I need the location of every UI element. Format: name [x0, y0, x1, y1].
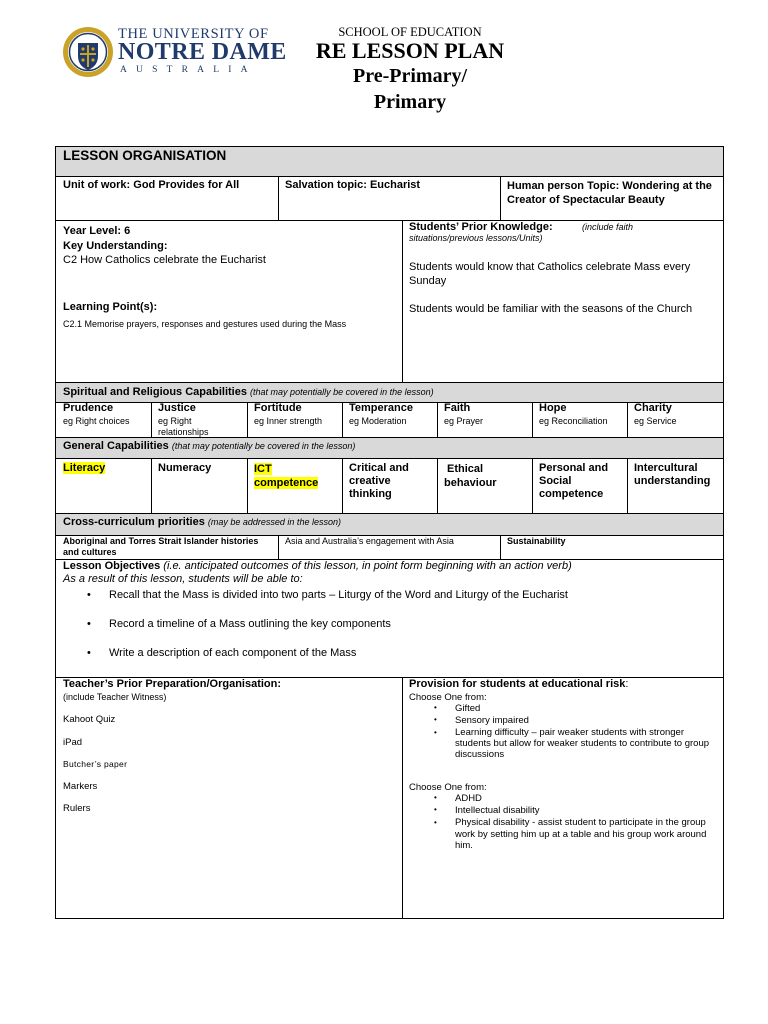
key-understanding: C2 How Catholics celebrate the Eucharist: [63, 254, 266, 266]
learning-points-label: Learning Point(s):: [63, 301, 158, 313]
objective-item-2: • Record a timeline of a Mass outlining the key components: [109, 618, 391, 630]
organisation-heading: LESSON ORGANISATION: [63, 148, 227, 163]
cross-heading: Cross-curriculum priorities: [63, 516, 205, 528]
learning-point: C2.1 Memorise prayers, responses and gestures used during the Mass: [63, 319, 347, 329]
spiritual-charity-eg: eg Service: [634, 416, 677, 426]
spiritual-note: (that may potentially be covered in the lesson): [250, 387, 434, 397]
general-ethical-behaviour: Ethical behaviour: [444, 463, 497, 489]
risk-group-2-label: Choose One from:: [409, 782, 487, 793]
lesson-plan-form: [55, 146, 724, 919]
spiritual-hope: Hope: [539, 402, 567, 414]
risk-group-1-item-1: • Gifted: [455, 703, 480, 714]
document-subtitle-line-1: Pre-Primary/: [352, 65, 467, 87]
prior-knowledge-item-2: Students would be familiar with the seasons of the Church: [409, 303, 693, 315]
general-intercultural: Intercultural understanding: [634, 462, 711, 487]
risk-group-2-item-2: • Intellectual disability: [455, 805, 540, 816]
general-critical-thinking: Critical and creative thinking: [349, 462, 409, 500]
cross-aboriginal: Aboriginal and Torres Strait Islander histories and cultures: [63, 536, 259, 557]
general-heading: General Capabilities: [63, 440, 169, 452]
risk-heading: Provision for students at educational risk: [409, 678, 626, 690]
prior-knowledge-note: (include faith situations/previous lessons/Units): [409, 222, 634, 243]
cross-heading-line: [63, 516, 341, 528]
university-logo: [62, 26, 287, 78]
general-numeracy: Numeracy: [158, 462, 212, 474]
cross-sustainability: Sustainability: [507, 536, 566, 546]
university-seal-icon: [62, 26, 114, 78]
objectives-note: (i.e. anticipated outcomes of this lesson, in point form beginning with an action verb): [163, 560, 572, 572]
risk-group-1-item-2: • Sensory impaired: [455, 715, 529, 726]
spiritual-prudence-eg: eg Right choices: [63, 416, 130, 426]
preparation-item-1: Kahoot Quiz: [63, 714, 116, 725]
objective-item-3: • Write a description of each component of the Mass: [109, 647, 356, 659]
preparation-item-3: Butcher’s paper: [63, 759, 128, 769]
spiritual-prudence: Prudence: [63, 402, 114, 414]
risk-heading-line: [409, 678, 628, 690]
spiritual-temperance-eg: eg Moderation: [349, 416, 407, 426]
general-ict: [254, 462, 334, 490]
general-personal-social: Personal and Social competence: [539, 462, 609, 500]
document-title: RE LESSON PLAN: [315, 38, 505, 63]
logo-line-2: NOTRE DAME: [118, 39, 287, 65]
logo-line-1: THE UNIVERSITY OF: [118, 26, 269, 42]
general-heading-line: [63, 440, 355, 452]
human-person-topic: Human person Topic: Wondering at the Creator of Spectacular Beauty: [507, 180, 712, 206]
risk-heading-colon: :: [625, 678, 629, 690]
spiritual-justice-eg: eg Right relationships: [158, 416, 209, 437]
general-literacy-text: Literacy: [63, 462, 106, 474]
spiritual-temperance: Temperance: [349, 402, 413, 414]
objectives-intro: As a result of this lesson, students will be able to:: [63, 573, 303, 585]
logo-line-3: AUSTRALIA: [120, 65, 257, 75]
objective-item-1: • Recall that the Mass is divided into two parts – Liturgy of the Word and Liturgy of the Eucharist: [109, 589, 568, 601]
school-name: SCHOOL OF EDUCATION: [338, 25, 482, 39]
preparation-item-4: Markers: [63, 781, 98, 792]
spiritual-hope-eg: eg Reconciliation: [539, 416, 608, 426]
prior-knowledge-item-1: Students would know that Catholics celebrate Mass every Sunday: [409, 261, 691, 287]
cross-asia: Asia and Australia’s engagement with Asia: [285, 536, 454, 546]
salvation-topic: Salvation topic: Eucharist: [285, 179, 421, 191]
cross-note: (may be addressed in the lesson): [207, 517, 341, 527]
spiritual-heading-line: [63, 386, 434, 398]
spiritual-fortitude-eg: eg Inner strength: [254, 416, 323, 426]
spiritual-justice: Justice: [158, 402, 196, 414]
risk-group-1-label: Choose One from:: [409, 692, 487, 703]
spiritual-charity: Charity: [634, 402, 672, 414]
preparation-item-2: iPad: [63, 737, 83, 748]
preparation-item-5: Rulers: [63, 803, 91, 814]
spiritual-heading: Spiritual and Religious Capabilities: [63, 386, 247, 398]
objectives-heading-line: [63, 560, 572, 572]
risk-group-2-item-1: • ADHD: [455, 793, 482, 804]
spiritual-faith-eg: eg Prayer: [444, 416, 484, 426]
general-note: (that may potentially be covered in the lesson): [171, 441, 356, 451]
key-understanding-label: Key Understanding:: [63, 240, 168, 252]
preparation-note: (include Teacher Witness): [63, 692, 167, 702]
prior-knowledge-label: Students’ Prior Knowledge:: [409, 221, 553, 233]
preparation-heading: Teacher’s Prior Preparation/Organisation:: [63, 678, 282, 690]
risk-group-2-item-3: • Physical disability - assist student to participate in the group work by setting him up at a table and his group work around him.: [455, 817, 710, 852]
document-subtitle-line-2: Primary: [373, 91, 447, 113]
objectives-heading: Lesson Objectives: [63, 560, 161, 572]
year-level: Year Level: 6: [63, 225, 131, 237]
spiritual-faith: Faith: [444, 402, 471, 414]
spiritual-fortitude: Fortitude: [254, 402, 302, 414]
risk-group-1-item-3: • Learning difficulty – pair weaker students with stronger students but allow for weaker students to contribute to group discussions: [455, 727, 710, 760]
general-ict-text: ICT competence: [254, 463, 319, 489]
general-literacy: [63, 462, 105, 474]
unit-of-work: Unit of work: God Provides for All: [63, 179, 240, 191]
